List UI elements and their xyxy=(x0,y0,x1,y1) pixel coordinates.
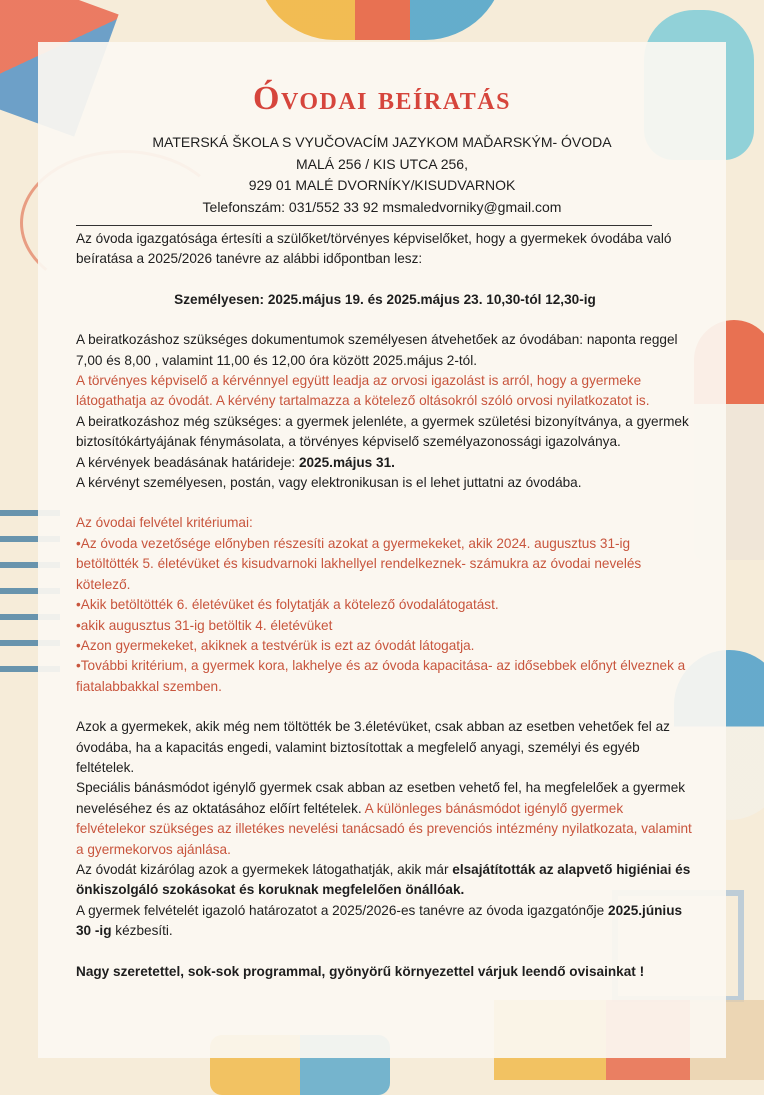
decision-text: A gyermek felvételét igazoló határozatot a 2025/2026-es tanévre az óvoda igazgatónője xyxy=(76,902,609,918)
deadline-date: 2025.május 31. xyxy=(298,454,395,470)
criteria-section xyxy=(76,513,694,697)
closing-line: Nagy szeretettel, sok-sok programmal, gyönyörű környezettel várjuk leendő ovisainkat ! xyxy=(76,963,645,979)
deadline-line xyxy=(76,453,694,473)
notice-body xyxy=(76,229,694,982)
divider xyxy=(76,225,652,226)
school-name: MATERSKÁ ŠKOLA S VYUČOVACÍM JAZYKOM MAĎARSKÝM- ÓVODA xyxy=(152,134,612,150)
decision-date: 2025.június 30 -ig xyxy=(76,902,683,939)
requirements-paragraph: A beiratkozáshoz még szükséges: a gyermek jelenléte, a gyermek születési bizonyítványa, a gyermek biztosítókártyájának fénymásolata, a törvényes képviselő személyazonossági igazolványa. xyxy=(76,413,689,450)
school-contact: Telefonszám: 031/552 33 92 msmaledvorniky@gmail.com xyxy=(202,198,562,215)
school-header xyxy=(38,132,726,218)
submission-paragraph: A kérvényt személyesen, postán, vagy elektronikusan is el lehet juttatni az óvodába. xyxy=(76,475,582,491)
under-3-paragraph: Azok a gyermekek, akik még nem töltötték be 3.életévüket, csak abban az esetben vehetőek fel az óvodába, ha a kapacitás engedi, valamint biztosítottak a megfelelő anyagi, személyi és egyéb feltételek. xyxy=(76,719,670,775)
decision-suffix: kézbesíti. xyxy=(111,923,173,939)
habits-paragraph xyxy=(76,860,694,901)
criteria-item: •További kritérium, a gyermek kora, lakhelye és az óvoda kapacitása- az idősebbek előnyt élveznek a fiatalabbakkal szemben. xyxy=(76,658,686,694)
decision-paragraph xyxy=(76,901,694,942)
habits-text: Az óvodát kizárólag azok a gyermekek látogathatják, akik már xyxy=(76,861,453,877)
special-needs-paragraph xyxy=(76,778,694,860)
criteria-heading: Az óvodai felvétel kritériumai: xyxy=(76,515,253,531)
habits-emphasis: elsajátították az alapvető higiéniai és önkiszolgáló szokásokat és koruknak megfelelően önállóak. xyxy=(76,861,691,898)
criteria-item: •Akik betöltötték 6. életévüket és folytatják a kötelező óvodalátogatást. xyxy=(76,597,499,613)
deadline-label: A kérvények beadásának határideje: xyxy=(76,454,299,470)
criteria-item: •Azon gyermekeket, akiknek a testvérük is ezt az óvodát látogatja. xyxy=(76,637,475,653)
school-city: 929 01 MALÉ DVORNÍKY/KISUDVARNOK xyxy=(248,177,516,193)
enrollment-dates: Személyesen: 2025.május 19. és 2025.május 23. 10,30-tól 12,30-ig xyxy=(174,291,596,307)
special-needs-text: Speciális bánásmódot igénylő gyermek csak abban az esetben vehető fel, ha megfelelőek a gyermek neveléséhez és az oktatásához előírt feltételek. xyxy=(76,780,686,816)
legal-rep-note: A törvényes képviselő a kérvénnyel együtt leadja az orvosi igazolást is arról, hogy a gyermeke látogathatja az óvodát. A kérvény tartalmazza a kötelező oltásokról szóló orvosi nyilatkozatot is. xyxy=(76,373,650,409)
intro-paragraph: Az óvoda igazgatósága értesíti a szülőket/törvényes képviselőket, hogy a gyermekek óvodába való beíratása a 2025/2026 tanévre az alábbi időpontban lesz: xyxy=(76,231,672,267)
documents-paragraph: A beiratkozáshoz szükséges dokumentumok személyesen átvehetőek az óvodában: naponta reggel 7,00 és 8,00 , valamint 11,00 és 12,00 óra között 2025.május 2-tól. xyxy=(76,332,678,368)
criteria-item: •Az óvoda vezetősége előnyben részesíti azokat a gyermekeket, akik 2024. augusztus 31-ig betöltötték 5. életévüket és kisudvarnoki lakhellyel rendelkeznek- számukra az óvodai nevelés kötelező. xyxy=(76,535,642,592)
page-title: Óvodai beíratás xyxy=(253,80,511,117)
ball-illustration xyxy=(255,0,505,40)
special-needs-note: A különleges bánásmódot igénylő gyermek felvételekor szükséges az illetékes nevelési tanácsadó és prevenciós intézmény nyilatkozata, valamint a gyermekorvos ajánlása. xyxy=(76,800,692,857)
school-address: MALÁ 256 / KIS UTCA 256, xyxy=(296,155,468,172)
criteria-item: •akik augusztus 31-ig betöltik 4. életévüket xyxy=(76,617,333,633)
